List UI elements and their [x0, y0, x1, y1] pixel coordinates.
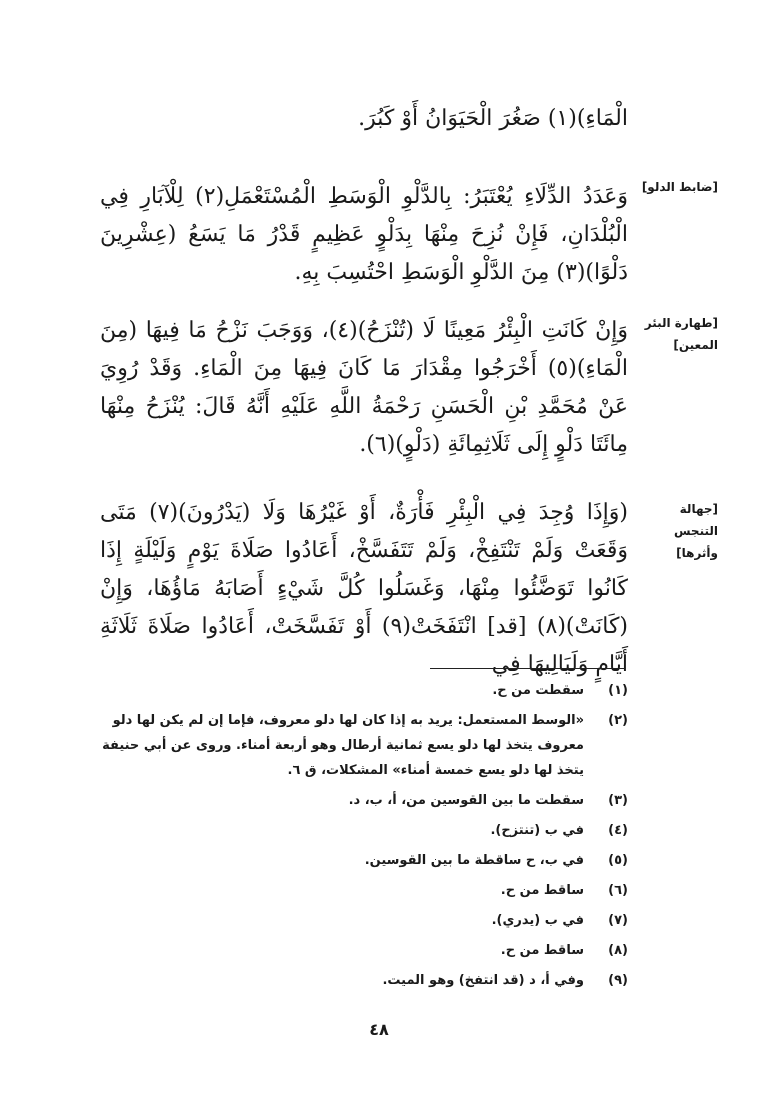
body-paragraph-3: وَإِنْ كَانَتِ الْبِئْرُ مَعِينًا لَا (تُنْزَحُ)(٤)، وَوَجَبَ نَزْحُ مَا فِيهَا (مِنَ الْمَاءِ)(٥) أَخْرَجُوا مِقْدَارَ مَا كَانَ فِيهَا مِنَ الْمَاءِ. وَقَدْ رُوِيَ عَنْ مُحَمَّدِ بْنِ الْحَسَنِ رَحْمَةُ اللَّهِ عَلَيْهِ أَنَّهُ قَالَ: يُنْزَحُ مِنْهَا مِائَتَا دَلْوٍ إِلَى ثَلَاثِمِائَةِ (دَلْوٍ)(٦).: [100, 318, 628, 457]
footnote-number: (٢): [608, 713, 628, 728]
footnote-number: (٨): [608, 943, 628, 958]
footnote-divider: [430, 668, 625, 669]
footnote-item: [100, 678, 628, 703]
footnote-item: [100, 878, 628, 903]
footnote-item: [100, 818, 628, 843]
footnote-text: وفي أ، د (قد انتفخ) وهو الميت.: [382, 973, 584, 988]
footnotes: [100, 678, 628, 998]
footnote-number: (٣): [608, 793, 628, 808]
footnote-number: (١): [608, 683, 628, 698]
footnote-item: [100, 908, 628, 933]
footnote-number: (٦): [608, 883, 628, 898]
margin-note-spring-well-purity: [طهارة البئر المعين]: [644, 316, 718, 352]
footnote-number: (٥): [608, 853, 628, 868]
footnote-text: سقطت من ح.: [492, 683, 584, 698]
footnote-item: [100, 938, 628, 963]
body-paragraph-4: (وَإِذَا وُجِدَ فِي الْبِئْرِ فَأْرَةٌ، أَوْ غَيْرُهَا وَلَا (يَدْرُونَ)(٧) مَتَى وَقَعَتْ وَلَمْ تَنْتَفِخْ، وَلَمْ تَتَفَسَّخْ، أَعَادُوا صَلَاةَ يَوْمٍ وَلَيْلَةٍ إِذَا كَانُوا تَوَضَّئُوا مِنْهَا، وَغَسَلُوا كُلَّ شَيْءٍ أَصَابَهُ مَاؤُهَا، وَإِنْ (كَانَتْ)(٨) [قد] انْتَفَخَتْ(٩) أَوْ تَفَسَّخَتْ، أَعَادُوا صَلَاةَ ثَلَاثَةِ أَيَّامٍ وَلَيَالِيهَا فِي: [100, 500, 628, 677]
footnote-item: [100, 968, 628, 993]
footnote-number: (٩): [608, 973, 628, 988]
footnote-number: (٧): [608, 913, 628, 928]
footnote-text: في ب (تنتزح).: [490, 823, 584, 838]
footnote-text: في ب، ح ساقطة ما بين القوسين.: [364, 853, 584, 868]
margin-note-unknown-impurity: [جهالة التنجس وأثرها]: [673, 502, 718, 560]
footnote-text: سقطت ما بين القوسين من، أ، ب، د.: [348, 793, 584, 808]
footnote-item: [100, 708, 628, 783]
footnote-text: ساقط من ح.: [500, 943, 584, 958]
footnote-number: (٤): [608, 823, 628, 838]
footnote-text: في ب (يدري).: [491, 913, 584, 928]
footnote-text: ساقط من ح.: [500, 883, 584, 898]
page-number: ٤٨: [369, 1020, 389, 1039]
margin-note-bucket-rule: [ضابط الدلو]: [641, 180, 718, 194]
body-paragraph-2: وَعَدَدُ الدِّلَاءِ يُعْتَبَرُ: بِالدَّلْوِ الْوَسَطِ الْمُسْتَعْمَلِ(٢) لِلْآبَارِ فِي الْبُلْدَانِ، فَإِنْ نُزِحَ مِنْهَا بِدَلْوٍ عَظِيمٍ قَدْرُ مَا يَسَعُ (عِشْرِينَ دَلْوًا)(٣) مِنَ الدَّلْوِ الْوَسَطِ احْتُسِبَ بِهِ.: [100, 184, 629, 285]
footnote-item: [100, 848, 628, 873]
footnote-item: [100, 788, 628, 813]
footnote-text: «الوسط المستعمل: يريد به إذا كان لها دلو معروف، فإما إن لم يكن لها دلو معروف يتخذ لها دلو يسع ثمانية أرطال وهو أربعة أمناء. وروى عن أبي حنيفة يتخذ لها دلو يسع خمسة أمناء» المشكلات، ق ٦.: [102, 713, 584, 778]
body-paragraph-1: الْمَاءِ)(١) صَغُرَ الْحَيَوَانُ أَوْ كَبُرَ.: [358, 106, 628, 131]
